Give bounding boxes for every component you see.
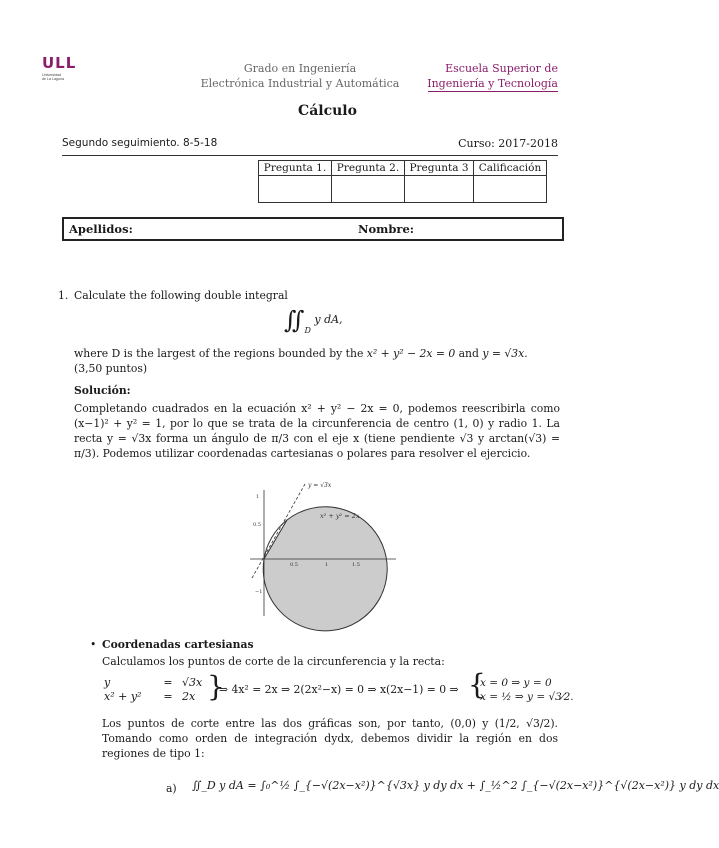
case-1: x = 0 ⇒ y = 0 xyxy=(480,677,552,689)
solution-label: Solución: xyxy=(74,384,131,397)
y-tick-label-2: 0.5 xyxy=(253,522,261,528)
cases xyxy=(480,676,574,704)
problem-points: (3,50 puntos) xyxy=(74,362,148,375)
x-tick-label-3: 1.5 xyxy=(352,562,360,568)
problem-number: 1. xyxy=(58,289,69,302)
system-eq-2: = xyxy=(163,690,173,703)
integral-decomposition: ∬_D y dA = ∫₀^½ ∫_{−√(2x−x²)}^{√3x} y dy dx + ∫_½^2 ∫_{−√(2x−x²)}^{√(2x−x²)} y dy dx xyxy=(192,779,719,792)
grades-header-q3: Pregunta 3 xyxy=(405,161,474,176)
logo-subtitle-line2: de La Laguna xyxy=(42,77,64,81)
y-tick-label-1: 1 xyxy=(256,494,260,500)
item-a-label: a) xyxy=(166,782,177,795)
grades-header-q1: Pregunta 1. xyxy=(259,161,332,176)
substitution-chain: ⇒ 4x² = 2x ⇒ 2(2x²−x) = 0 ⇒ x(2x−1) = 0 ⇒ xyxy=(219,683,459,696)
grades-header-q2: Pregunta 2. xyxy=(332,161,405,176)
divider xyxy=(62,155,558,156)
cartesian-intro: Calculamos los puntos de corte de la circunferencia y la recta: xyxy=(102,655,445,668)
course-year: Curso: 2017-2018 xyxy=(458,137,558,150)
system-eq-1: = xyxy=(163,676,173,689)
problem-integral xyxy=(284,306,343,335)
intersection-text: Los puntos de corte entre las dos gráficas son, por tanto, (0,0) y (1/2, √3/2). Tomando como orden de integración dydx, debemos dividir la región en dos regiones de tipo 1: xyxy=(102,717,558,760)
grade-cell-q1[interactable] xyxy=(259,176,332,203)
grades-table xyxy=(258,160,547,203)
system-lhs-1: y xyxy=(104,676,111,689)
where-prefix: where D is the largest of the regions bounded by the xyxy=(74,347,364,360)
where-equation-2: y = √3x. xyxy=(482,347,528,360)
school-line2: Ingeniería y Tecnología xyxy=(427,77,558,90)
surname-label: Apellidos: xyxy=(69,222,133,236)
equation-system xyxy=(104,676,218,704)
grade-cell-q2[interactable] xyxy=(332,176,405,203)
degree-line2: Electrónica Industrial y Automática xyxy=(200,77,400,90)
page-title: Cálculo xyxy=(298,103,357,119)
school-name xyxy=(400,61,558,91)
school-line1: Escuela Superior de xyxy=(445,62,558,75)
circle-label: x² + y² = 2x xyxy=(320,512,360,520)
cartesian-heading: Coordenadas cartesianas xyxy=(102,638,254,651)
case-2: x = ½ ⇒ y = √3⁄2. xyxy=(480,691,574,703)
system-row-2 xyxy=(104,690,218,704)
grade-cell-score[interactable] xyxy=(474,176,547,203)
problem-statement: Calculate the following double integral xyxy=(74,289,288,302)
logo-subtitle-line1: Universidad xyxy=(42,73,61,77)
logo-subtitle xyxy=(42,73,64,81)
x-tick-label-1: 0.5 xyxy=(290,562,298,568)
degree-name xyxy=(190,61,410,91)
grades-header-score: Calificación xyxy=(474,161,547,176)
exam-name: Segundo seguimiento. 8-5-18 xyxy=(62,137,218,149)
where-and: and xyxy=(458,347,479,360)
integrand: y dA, xyxy=(314,313,343,326)
cases-brace: { xyxy=(468,668,486,701)
system-brace: } xyxy=(207,670,225,703)
system-rhs-2: 2x xyxy=(182,690,196,703)
double-integral-sign: ∬ xyxy=(284,306,305,334)
grade-cell-q3[interactable] xyxy=(405,176,474,203)
where-equation-1: x² + y² − 2x = 0 xyxy=(366,347,456,360)
system-row-1 xyxy=(104,676,218,690)
x-tick-label-2: 1 xyxy=(325,562,329,568)
problem-region-description xyxy=(74,346,560,361)
line-label: y = √3x xyxy=(308,482,332,489)
degree-line1: Grado en Ingeniería xyxy=(243,62,357,75)
region-figure xyxy=(238,478,398,618)
university-logo: ULL xyxy=(42,54,77,72)
bullet: • xyxy=(90,638,97,651)
student-name-box[interactable] xyxy=(62,217,564,241)
name-label: Nombre: xyxy=(358,222,415,236)
school-underline xyxy=(428,91,558,92)
system-lhs-2: x² + y² xyxy=(104,690,142,703)
solution-text: Completando cuadrados en la ecuación x² + y² − 2x = 0, podemos reescribirla como (x−1)² + y² = 1, por lo que se trata de la circunferencia de centro (1, 0) y radio 1. La recta y = √3x forma un ángulo de π/3 con el eje x (tiene pendiente √3 y arctan(√3) = π/3). Podemos utilizar coordenadas cartesianas o polares para resolver el ejercicio. xyxy=(74,402,560,460)
integral-domain: D xyxy=(304,326,311,335)
y-tick-label-3: −1 xyxy=(255,589,263,595)
system-rhs-1: √3x xyxy=(182,676,203,689)
